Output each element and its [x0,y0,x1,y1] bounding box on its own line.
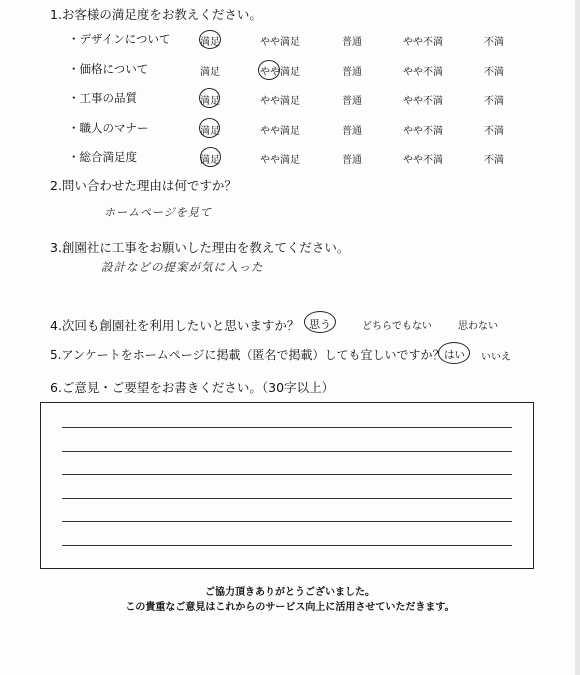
q2-handwritten-answer[interactable]: ホームページを見て [104,206,212,219]
q4-title: 4.次回も創園社を利用したいと思いますか？ [50,318,300,333]
q1-option-neutral[interactable]: 普通 [342,96,362,107]
q5-option-yes[interactable]: はい [444,349,465,361]
q1-option-satisfied[interactable]: 満足 [200,96,220,107]
selection-circle [258,60,280,80]
q1-option-neutral[interactable]: 普通 [342,126,362,137]
q1-option-satisfied[interactable]: 満足 [200,155,220,166]
q2-title: 2.問い合わせた理由は何ですか？ [50,178,237,193]
q1-option-neutral[interactable]: 普通 [342,37,362,48]
scan-edge-shadow [575,0,580,675]
footer-thanks: ご協力頂きありがとうございました。 [205,587,375,598]
q1-option-dissatisfied[interactable]: 不満 [484,37,504,48]
footer-note: この貴重なご意見はこれからのサービス向上に活用させていただきます。 [125,602,455,613]
q1-option-somewhat-dissatisfied[interactable]: やや不満 [403,155,443,166]
q1-option-satisfied[interactable]: 満足 [200,67,220,78]
q1-option-somewhat-satisfied[interactable]: やや満足 [260,96,300,107]
q1-row-label: ・総合満足度 [68,150,137,164]
q1-option-somewhat-dissatisfied[interactable]: やや不満 [403,126,443,137]
q1-option-dissatisfied[interactable]: 不満 [484,96,504,107]
writing-line [62,451,512,452]
writing-line [62,545,512,546]
selection-circle [438,342,470,364]
q1-row-label: ・職人のマナー [68,121,149,135]
writing-line [62,498,512,499]
q4-option-yes[interactable]: 思う [309,318,331,331]
q1-row-label: ・価格について [68,62,149,76]
q1-option-dissatisfied[interactable]: 不満 [484,67,504,78]
q1-option-dissatisfied[interactable]: 不満 [484,126,504,137]
q1-option-satisfied[interactable]: 満足 [200,37,220,48]
q5-title: 5.アンケートをホームページに掲載（匿名で掲載）しても宜しいですか？ [50,348,445,362]
q1-option-somewhat-dissatisfied[interactable]: やや不満 [403,67,443,78]
q1-option-somewhat-satisfied[interactable]: やや満足 [260,155,300,166]
writing-line [62,521,512,522]
q1-option-somewhat-satisfied[interactable]: やや満足 [260,126,300,137]
selection-circle [199,118,220,138]
q4-option-no[interactable]: 思わない [458,321,498,332]
q5-option-no[interactable]: いいえ [481,352,511,363]
writing-line [62,474,512,475]
q1-option-somewhat-satisfied[interactable]: やや満足 [260,67,300,78]
q3-title: 3.創園社に工事をお願いした理由を教えてください。 [50,240,350,255]
q6-title: 6.ご意見・ご要望をお書きください。（30字以上） [50,380,335,395]
q1-row-label: ・工事の品質 [68,91,137,105]
q4-option-neither[interactable]: どちらでもない [362,321,432,332]
selection-circle [199,88,220,108]
selection-circle [200,147,221,167]
q1-option-somewhat-dissatisfied[interactable]: やや不満 [403,37,443,48]
q1-title: 1.お客様の満足度をお教えください。 [50,7,262,22]
q1-option-neutral[interactable]: 普通 [342,67,362,78]
q1-option-somewhat-dissatisfied[interactable]: やや不満 [403,96,443,107]
writing-line [62,427,512,428]
q1-option-neutral[interactable]: 普通 [342,155,362,166]
q1-option-satisfied[interactable]: 満足 [200,126,220,137]
selection-circle [199,30,221,49]
q1-option-somewhat-satisfied[interactable]: やや満足 [260,37,300,48]
q1-row-label: ・デザインについて [68,32,171,46]
q1-option-dissatisfied[interactable]: 不満 [484,155,504,166]
selection-circle [304,311,336,333]
q3-handwritten-answer[interactable]: 設計などの提案が気に入った [101,260,264,274]
